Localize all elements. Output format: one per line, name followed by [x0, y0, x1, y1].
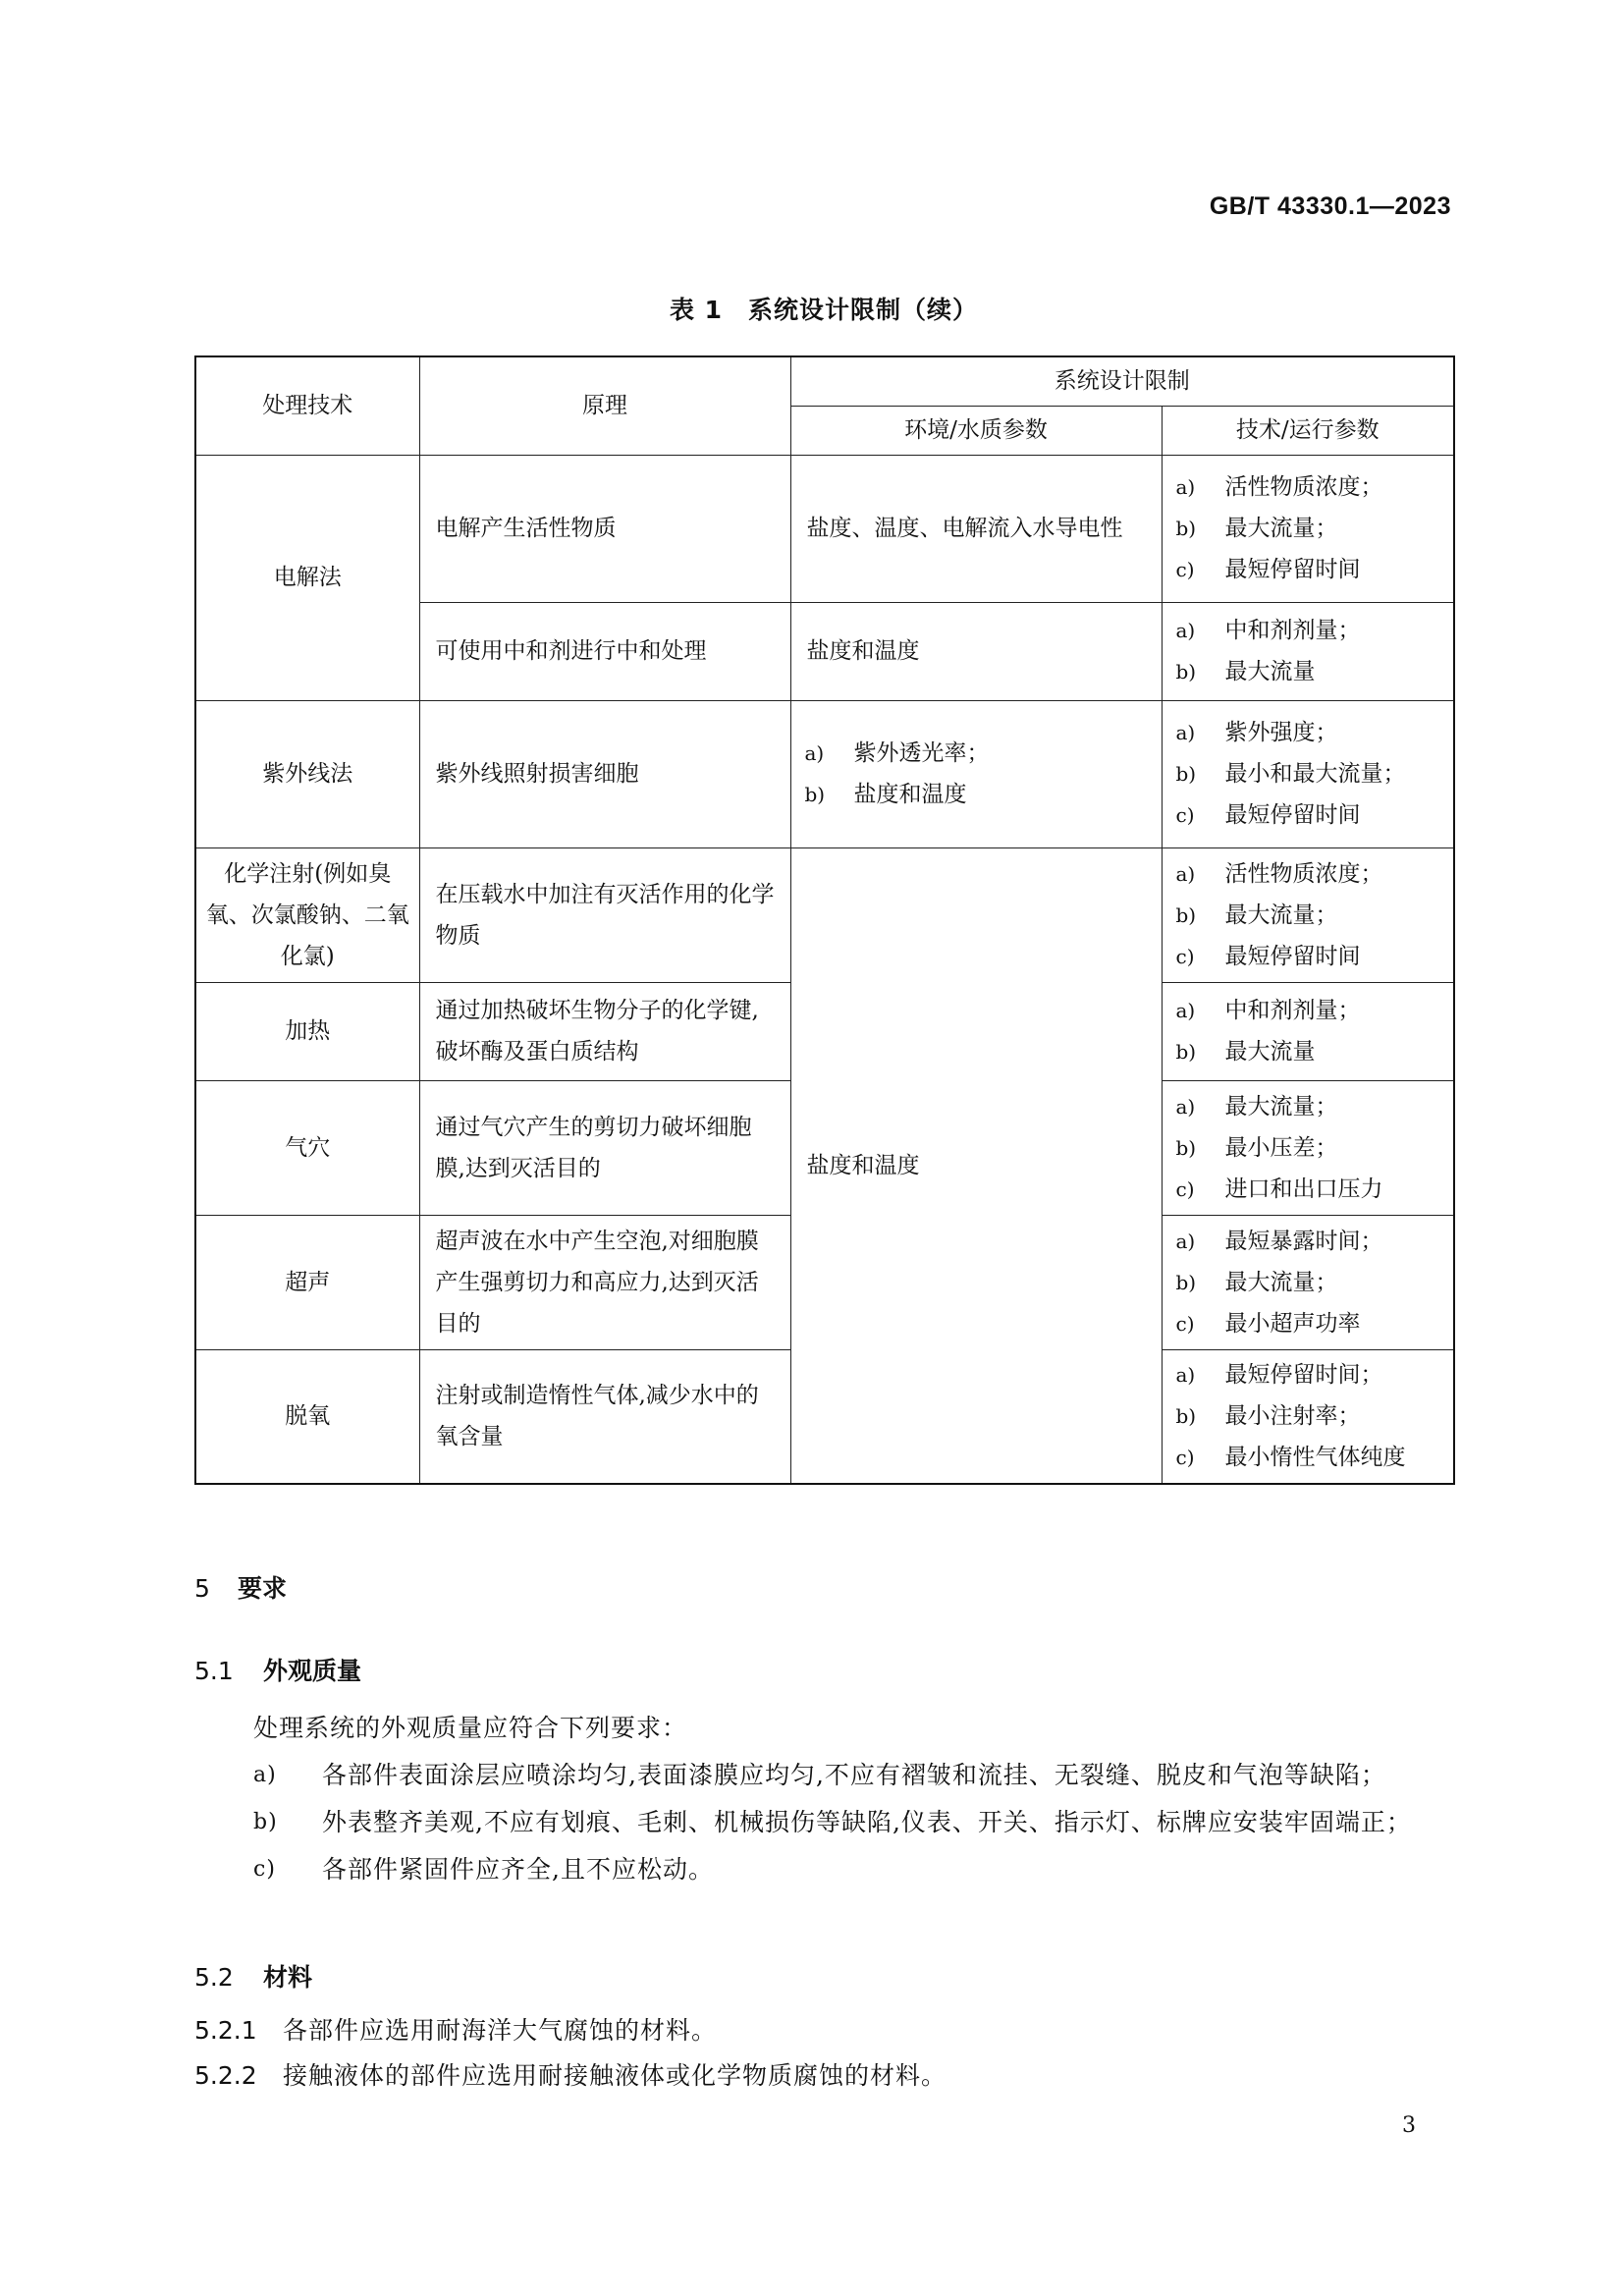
op-cell: a) 中和剂剂量； b) 最大流量 [1162, 982, 1454, 1080]
section-5-2-heading: 5.2 材料 [194, 1963, 313, 1992]
tech-cell: 电解法 [195, 455, 419, 700]
section-5-heading: 5 要求 [194, 1574, 288, 1603]
tech-cell: 气穴 [195, 1080, 419, 1215]
header-tech: 处理技术 [195, 356, 419, 455]
op-cell: a) 最短停留时间； b) 最小注射率； c) 最小惰性气体纯度 [1162, 1349, 1454, 1484]
principle-cell: 通过加热破坏生物分子的化学键,破坏酶及蛋白质结构 [419, 982, 790, 1080]
tech-cell: 超声 [195, 1215, 419, 1349]
header-limits: 系统设计限制 [790, 356, 1454, 406]
op-cell: a) 最短暴露时间； b) 最大流量； c) 最小超声功率 [1162, 1215, 1454, 1349]
principle-cell: 通过气穴产生的剪切力破坏细胞膜,达到灭活目的 [419, 1080, 790, 1215]
env-cell: 盐度和温度 [790, 847, 1162, 1484]
list-item: a) 各部件表面涂层应喷涂均匀,表面漆膜应均匀,不应有褶皱和流挂、无裂缝、脱皮和气泡等缺陷； [253, 1761, 1386, 1789]
env-cell: 盐度和温度 [790, 602, 1162, 700]
header-principle: 原理 [419, 356, 790, 455]
table-row [195, 700, 1454, 847]
op-cell: a) 紫外强度； b) 最小和最大流量； c) 最短停留时间 [1162, 700, 1454, 847]
principle-cell: 紫外线照射损害细胞 [419, 700, 790, 847]
tech-cell: 化学注射(例如臭氧、次氯酸钠、二氧化氯) [195, 847, 419, 982]
principle-cell: 超声波在水中产生空泡,对细胞膜产生强剪切力和高应力,达到灭活目的 [419, 1215, 790, 1349]
tech-cell: 加热 [195, 982, 419, 1080]
table-row [195, 847, 1454, 982]
principle-cell: 电解产生活性物质 [419, 455, 790, 602]
section-5-1-intro: 处理系统的外观质量应符合下列要求： [253, 1714, 688, 1742]
principle-cell: 在压载水中加注有灭活作用的化学物质 [419, 847, 790, 982]
op-cell: a) 最大流量； b) 最小压差； c) 进口和出口压力 [1162, 1080, 1454, 1215]
header-op: 技术/运行参数 [1162, 406, 1454, 455]
tech-cell: 紫外线法 [195, 700, 419, 847]
op-cell: a) 活性物质浓度； b) 最大流量； c) 最短停留时间 [1162, 847, 1454, 982]
op-cell: a) 中和剂剂量； b) 最大流量 [1162, 602, 1454, 700]
principle-cell: 注射或制造惰性气体,减少水中的氧含量 [419, 1349, 790, 1484]
design-limits-table [194, 355, 1455, 1485]
header-env: 环境/水质参数 [790, 406, 1162, 455]
env-cell: a) 紫外透光率； b) 盐度和温度 [790, 700, 1162, 847]
env-cell: 盐度、温度、电解流入水导电性 [790, 455, 1162, 602]
list-item: b) 外表整齐美观,不应有划痕、毛刺、机械损伤等缺陷,仪表、开关、指示灯、标牌应安装牢固端正； [253, 1808, 1412, 1836]
principle-cell: 可使用中和剂进行中和处理 [419, 602, 790, 700]
section-5-1-heading: 5.1 外观质量 [194, 1657, 362, 1685]
table-row [195, 455, 1454, 602]
clause-5-2-2: 5.2.2 接触液体的部件应选用耐接触液体或化学物质腐蚀的材料。 [194, 2061, 947, 2090]
page-number: 3 [1402, 2113, 1416, 2138]
document-number: GB/T 43330.1—2023 [1209, 192, 1451, 220]
list-item: c) 各部件紧固件应齐全,且不应松动。 [253, 1855, 714, 1884]
requirements-list [194, 1752, 1461, 1893]
tech-cell: 脱氧 [195, 1349, 419, 1484]
op-cell: a) 活性物质浓度； b) 最大流量； c) 最短停留时间 [1162, 455, 1454, 602]
table-caption: 表 1 系统设计限制（续） [669, 296, 979, 324]
clause-5-2-1: 5.2.1 各部件应选用耐海洋大气腐蚀的材料。 [194, 2016, 718, 2045]
